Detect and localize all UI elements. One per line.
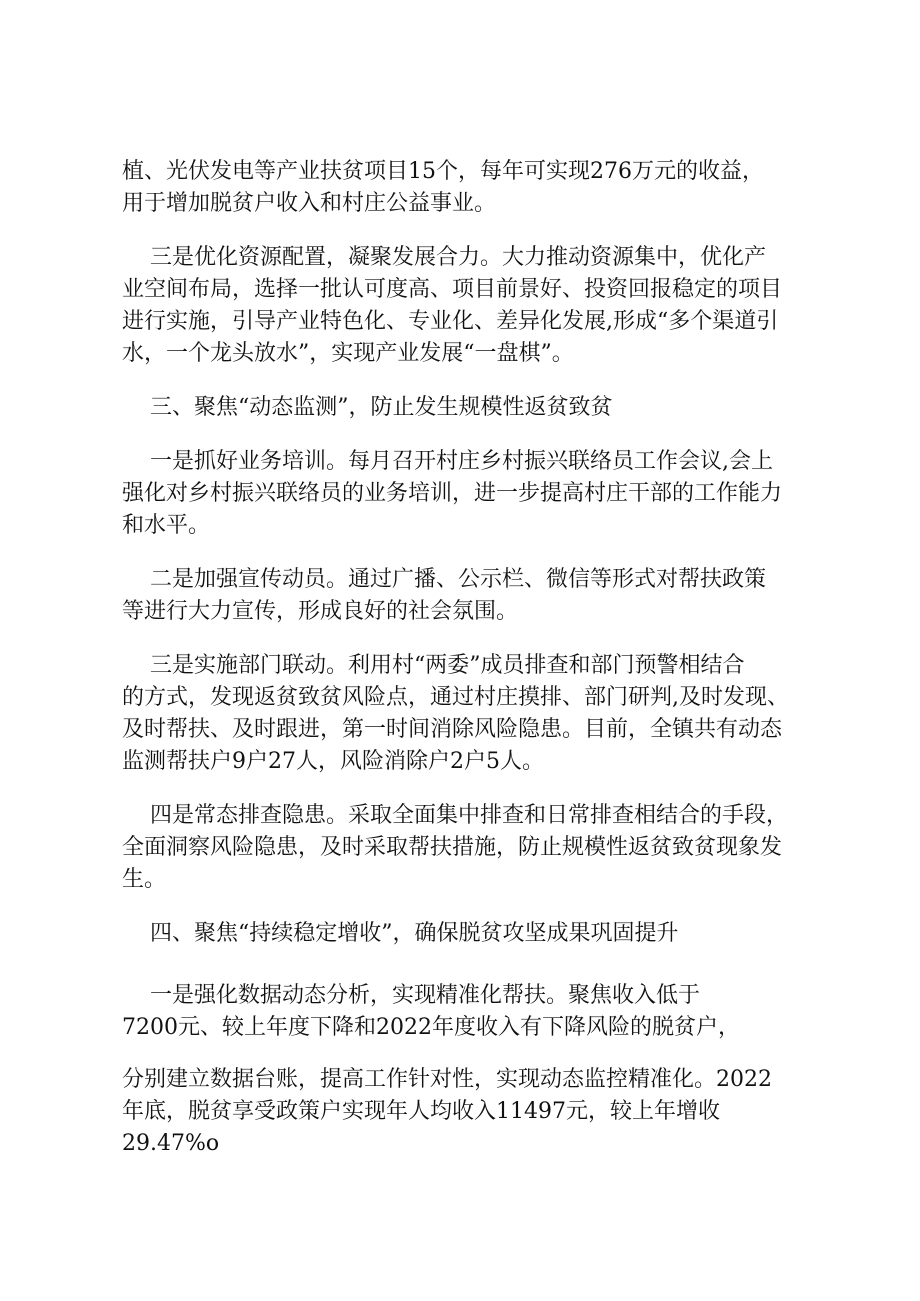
body-paragraph-2: 三是优化资源配置，凝聚发展合力。大力推动资源集中，优化产 业空间布局，选择一批认可度高、项目前景好、投资回报稳定的项目 进行实施，引导产业特色化、专业化、差异化发展,形成“多个渠道引 水，一个龙头放水”，实现产业发展“一盘棋”。 bbox=[122, 245, 783, 366]
section-heading-4: 四、聚焦“持续稳定增收”，确保脱贫攻坚成果巩固提升 bbox=[122, 921, 679, 946]
body-paragraph-6: 三是实施部门联动。利用村“两委”成员排查和部门预警相结合 的方式，发现返贫致贫风险点，通过村庄摸排、部门研判,及时发现、 及时帮扶、及时跟进，第一时间消除风险隐患。目前，全镇共有动态 监测帮扶户9户27人，风险消除户2户5人。 bbox=[122, 653, 789, 774]
body-paragraph-7: 四是常态排查隐患。采取全面集中排查和日常排查相结合的手段， 全面洞察风险隐患，及时采取帮扶措施，防止规模性返贫致贫现象发 生。 bbox=[122, 803, 788, 892]
section-heading-3: 三、聚焦“动态监测”，防止发生规模性返贫致贫 bbox=[122, 395, 613, 420]
body-paragraph-1: 植、光伏发电等产业扶贫项目15个，每年可实现276万元的收益， 用于增加脱贫户收入和村庄公益事业。 bbox=[122, 159, 764, 216]
body-paragraph-5: 二是加强宣传动员。通过广播、公示栏、微信等形式对帮扶政策 等进行大力宣传，形成良好的社会氛围。 bbox=[122, 567, 766, 624]
body-paragraph-9: 一是强化数据动态分析，实现精准化帮扶。聚焦收入低于 7200元、较上年度下降和2022年度收入有下降风险的脱贫户， bbox=[122, 983, 740, 1040]
body-paragraph-4: 一是抓好业务培训。每月召开村庄乡村振兴联络员工作会议,会上 强化对乡村振兴联络员的业务培训，进一步提高村庄干部的工作能力 和水平。 bbox=[122, 449, 783, 538]
body-paragraph-10: 分别建立数据台账，提高工作针对性，实现动态监控精准化。2022 年底，脱贫享受政策户实现年人均收入11497元，较上年增收 29.47%o bbox=[122, 1067, 772, 1156]
